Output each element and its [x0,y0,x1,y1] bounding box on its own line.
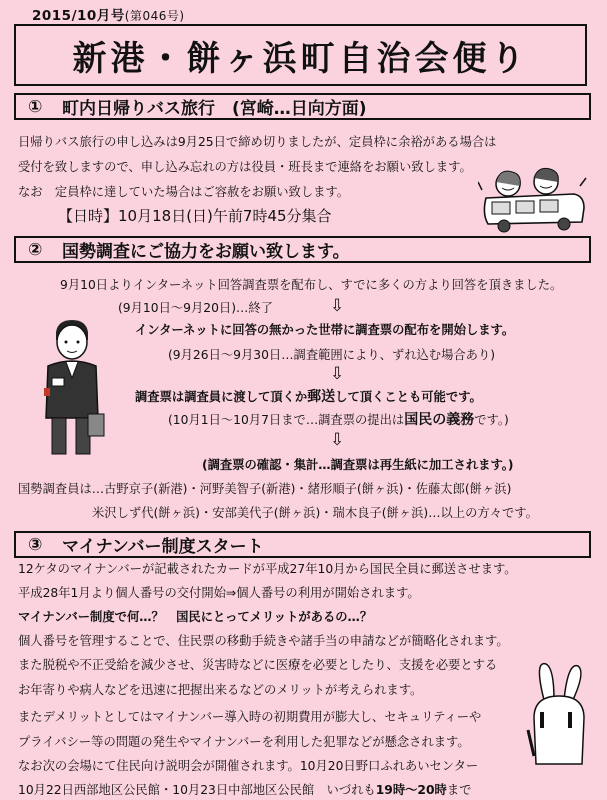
section3-line-10 [18,784,471,796]
section3-line-1: 12ケタのマイナンバーが記載されたカードが平成27年10月から国民全員に郵送させます。 [18,562,517,576]
section3-number: ③ [28,534,43,555]
section2-line-4: (9月26日～9月30日…調査範囲により、ずれ込む場合あり) [168,348,496,362]
section1-paragraph-1: 日帰りバス旅行の申し込みは9月25日で締め切りましたが、定員枠に余裕がある場合は [18,135,497,149]
census-worker-illustration-icon [36,318,106,458]
section2-title: 国勢調査にご協力をお願い致します。 [62,242,350,262]
section3-heading [14,531,591,558]
section3-line-5: また脱税や不正受給を減少させ、災害時などに医療を必要としたり、支援を必要とする [18,658,498,672]
issue-date [32,4,185,24]
down-arrow-icon: ⇩ [330,364,345,384]
section1-title: 町内日帰りバス旅行 (宮崎…日向方面) [62,99,367,119]
section1-number: ① [28,96,43,117]
section3-line-7: またデメリットとしてはマイナンバー導入時の初期費用が膨大し、セキュリティーや [18,710,482,724]
section3-line-6: お年寄りや病人などを迅速に把握出来るなどのメリットが考えられます。 [18,683,423,697]
duty-emphasis: 国民の義務 [404,412,475,428]
postal-emphasis: 郵送 [307,389,336,405]
section2-line-1: 9月10日よりインターネット回答調査票を配布し、すでに多くの方より回答を頂きました。 [60,278,563,292]
last-line-part-a: 10月22日西部地区公民館・10月23日中部地区公民館 いづれも [18,783,376,797]
section2-line-3: インターネットに回答の無かった世帯に調査票の配布を開始します。 [135,323,515,337]
line5-part-c: して頂くことも可能です。 [335,390,482,404]
section3-line-8: プライバシー等の問題の発生やマイナンバーを利用した犯罪などが懸念されます。 [18,735,470,749]
line6-part-a: (10月1日～10月7日まで…調査票の提出は [168,413,405,427]
down-arrow-icon: ⇩ [330,296,345,316]
section1-date [58,209,332,224]
section3-title: マイナンバー制度スタート [62,537,264,557]
down-arrow-icon: ⇩ [330,430,345,450]
section2-number: ② [28,239,43,260]
session-time: 19時～20時 [375,783,447,797]
section3-line-3: マイナンバー制度で何…？ 国民にとってメリットがあるの…？ [18,610,373,624]
section2-line-9: 米沢しず代(餅ヶ浜)・安部美代子(餅ヶ浜)・瑞木良子(餅ヶ浜)…以上の方々です。 [92,506,538,520]
date-label: 【日時】 [58,207,119,225]
section1-paragraph-2: 受付を致しますので、申し込み忘れの方は役員・班長まで連絡をお願い致します。 [18,160,472,174]
section1-heading [14,93,591,120]
issue-month: 2015/10月号 [32,8,125,24]
bus-tour-illustration-icon [478,164,590,234]
newsletter-title-box [14,24,587,86]
section2-heading [14,236,591,263]
section2-line-7: (調査票の確認・集計…調査票は再生紙に加工されます。) [202,458,514,472]
section2-line-8: 国勢調査員は…古野京子(新港)・河野美智子(新港)・緒形順子(餅ヶ浜)・佐藤太郎(餅ヶ浜) [18,482,512,496]
section1-paragraph-3: なお 定員枠に達していた場合はご容赦をお願い致します。 [18,185,350,199]
line5-part-a: 調査票は調査員に渡して頂くか [135,390,308,404]
section2-line-2: (9月10日～9月20日)…終了 [118,301,273,315]
last-line-part-c: まで [446,783,472,797]
newsletter-title: 新港・餅ヶ浜町自治会便り [72,38,529,79]
section2-line-5 [135,390,482,404]
date-value: 10月18日(日)午前7時45分集合 [118,207,332,225]
section3-line-4: 個人番号を管理することで、住民票の移動手続きや諸手当の申請などが簡略化されます。 [18,634,509,648]
section3-line-2: 平成28年1月より個人番号の交付開始⇒個人番号の利用が開始されます。 [18,586,420,600]
section2-line-6 [168,413,509,427]
line6-part-c: です。) [474,413,509,427]
issue-number: (第046号) [124,9,185,23]
section3-line-9: なお次の会場にて住民向け説明会が開催されます。10月20日野口ふれあいセンター [18,759,479,773]
mynumber-rabbit-mascot-icon [524,660,594,770]
